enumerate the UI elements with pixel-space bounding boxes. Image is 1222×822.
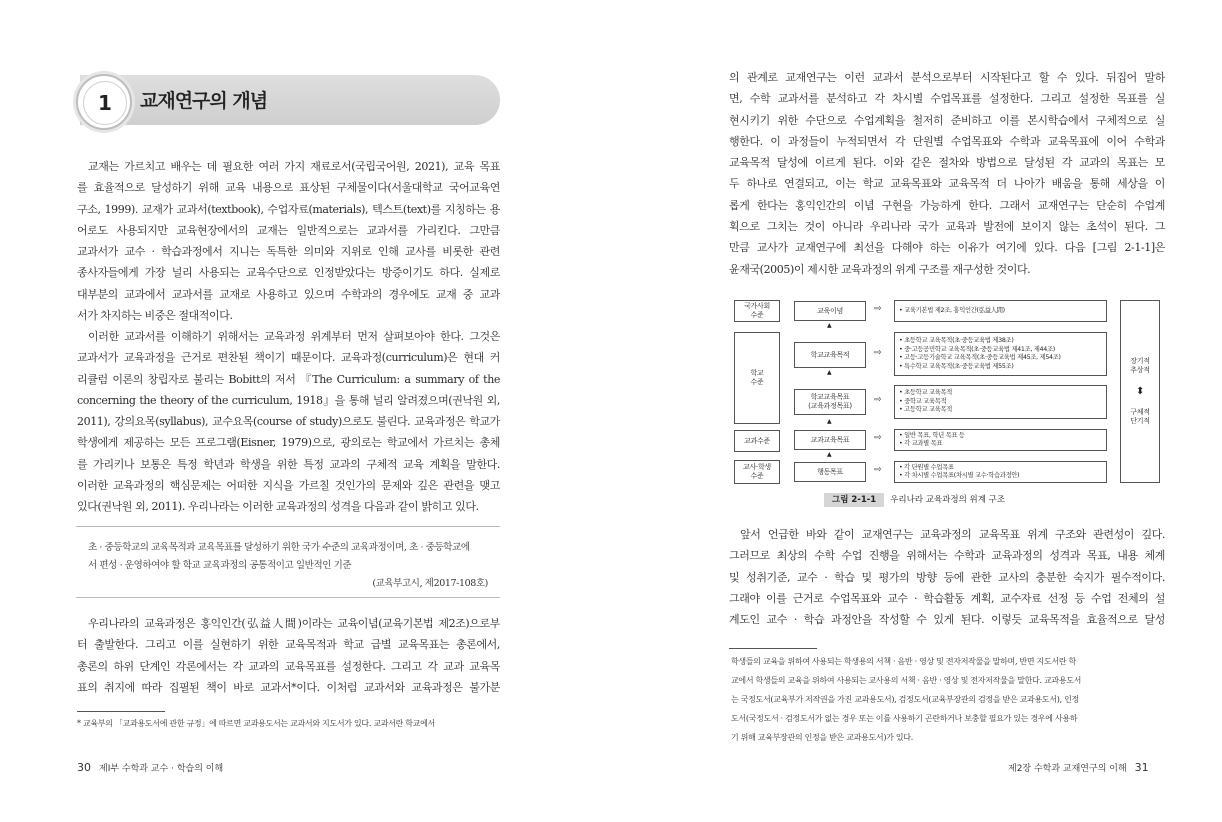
text-line: 그러므로 최상의 수학 수업 진행을 위해서는 수학과 교육과정의 성격과 목표, 내용 체계 bbox=[729, 549, 1165, 563]
up-arrow-icon: ▲ bbox=[827, 418, 832, 425]
up-arrow-icon: ▲ bbox=[827, 322, 832, 329]
section-title: 교재연구의 개념 bbox=[140, 90, 268, 112]
right-footnote bbox=[731, 652, 1165, 747]
quote-line-2: 서 편성 · 운영하여야 할 학교 교육과정의 공통적이고 일반적인 기준 bbox=[88, 560, 352, 571]
diagram-list-item: • 초등학교 교육목적(초·중등교육법 제38조) bbox=[899, 337, 1014, 344]
right-page bbox=[611, 0, 1222, 822]
text-line: 현시키기 위한 수단으로 수업계획을 철저히 준비하고 이를 본시학습에서 구체적으로 실 bbox=[729, 113, 1165, 127]
right-paragraph-1 bbox=[729, 67, 1165, 280]
text-line: 교재는 가르치고 배우는 데 필요한 여러 가지 재료로서(국립국어원, 2021), 교육 목표 bbox=[88, 160, 500, 173]
right-folio bbox=[1008, 761, 1149, 774]
diagram-list-item: • 일반 목표, 학년 목표 등 bbox=[899, 431, 965, 439]
footnote-line: 도서(국정도서 · 검정도서가 없는 경우 또는 이를 사용하기 곤란하거나 보충할 필요가 있는 경우에 사용하 bbox=[731, 714, 1078, 723]
right-arrow-icon: ⇨ bbox=[874, 395, 882, 405]
box-subject-goal: 교과교육목표 bbox=[794, 430, 866, 450]
text-line: 획으로 그치는 것이 아니라 우리나라 국가 교육과 발전에 보이지 않는 초석이 된다. 그 bbox=[729, 220, 1165, 234]
up-arrow-icon: ▲ bbox=[827, 369, 832, 376]
text-line: 윤재국(2005)이 제시한 교육과정의 위계 구조를 재구성한 것이다. bbox=[729, 262, 1031, 276]
left-paragraph-2 bbox=[77, 326, 500, 518]
left-footnote: * 교육부의 「교과용도서에 관한 규정」에 따르면 교과용도서는 교과서와 지도서가 있다. 교과서란 학교에서 bbox=[77, 719, 435, 728]
text-line: 를 효율적으로 달성하기 위해 교육 내용으로 표상된 구체물이다(서울대학교 국어교육연 bbox=[77, 181, 500, 195]
text-line: 교과서가 교수 · 학습과정에서 지니는 독특한 의미와 지위로 인해 교사를 비롯한 관련 bbox=[77, 245, 500, 259]
level-school: 학교 수준 bbox=[734, 332, 780, 424]
list-subject-goal bbox=[894, 429, 1107, 451]
list-school-goal bbox=[894, 385, 1107, 419]
up-arrow-icon: ▲ bbox=[827, 451, 832, 458]
right-arrow-icon: ⇨ bbox=[874, 465, 882, 475]
right-paragraph-2 bbox=[729, 524, 1165, 630]
diagram-list-item: • 각 단원별 수업목표 bbox=[899, 463, 954, 471]
abstract-concrete-scale bbox=[1120, 300, 1160, 483]
text-line: 학생에게 제공하는 모든 프로그램(Eisner, 1979)으로, 광의로는 학교에서 가르치는 총체 bbox=[77, 436, 500, 450]
right-arrow-icon: ⇨ bbox=[874, 348, 882, 358]
box-education-ideology: 교육이념 bbox=[794, 301, 866, 321]
text-line: 표의 취지에 따라 집필된 책이 바로 교과서*이다. 이처럼 교과서와 교육과정은 불가분 bbox=[77, 680, 500, 694]
text-line: 만큼 교사가 교재연구에 최선을 다해야 하는 이유가 여기에 있다. 다음 [그림 2-1-1]은 bbox=[729, 241, 1165, 255]
quote-line-1: 초 · 중등학교의 교육목적과 교육목표를 달성하기 위한 국가 수준의 교육과정이며, 초 · 중등학교에 bbox=[88, 542, 470, 553]
box-behavior-goal: 행동목표 bbox=[794, 462, 866, 482]
text-line: 어로도 사용되지만 교육현장에서의 교재는 일반적으로는 교과서를 가리킨다. 그만큼 bbox=[77, 223, 500, 237]
left-running-title: 제Ⅰ부 수학과 교수 · 학습의 이해 bbox=[99, 764, 224, 774]
list-behavior-goal bbox=[894, 461, 1107, 483]
text-line: 행한다. 이 과정들이 누적되면서 각 단원별 수업목표와 수학과 교육목표에 이어 수학과 bbox=[729, 134, 1165, 148]
text-line: concerning the theory of the curriculum, 1918』을 통해 널리 알려졌으며(권낙원 외, bbox=[77, 393, 500, 407]
list-school-purpose bbox=[894, 332, 1107, 376]
figure-caption bbox=[824, 493, 1005, 505]
diagram-list-item: • 고등학교 교육목적 bbox=[899, 406, 953, 414]
section-number-badge bbox=[76, 74, 132, 130]
text-line: 우리나라의 교육과정은 홍익인간(弘益人間)이라는 교육이념(교육기본법 제2조)으로부 bbox=[88, 617, 500, 630]
footnote-line: 교에서 학생들의 교육을 위하여 사용되는 교사용의 서책 · 음반 · 영상 및 전자저작물을 말한다. 교과용도서 bbox=[731, 676, 1082, 685]
right-running-title: 제2장 수학과 교재연구의 이해 bbox=[1008, 764, 1127, 774]
curriculum-hierarchy-diagram bbox=[734, 297, 1174, 507]
level-teacher-student: 교사·학생 수준 bbox=[734, 460, 780, 484]
curriculum-definition-box bbox=[76, 526, 500, 598]
quote-source: (교육부고시, 제2017-108호) bbox=[372, 578, 488, 589]
left-paragraph-1 bbox=[77, 156, 500, 326]
text-line: 2011), 강의요목(syllabus), 교수요목(course of study)으로도 불린다. 교육과정은 학교가 bbox=[77, 415, 500, 429]
text-line: 이러한 교과서를 이해하기 위해서는 교육과정 위계부터 먼저 살펴보아야 한다. 그것은 bbox=[88, 330, 500, 343]
figure-title: 우리나라 교육과정의 위계 구조 bbox=[890, 495, 1006, 505]
text-line: 의 관계로 교재연구는 이런 교과서 분석으로부터 시작된다고 할 수 있다. 뒤집어 말하 bbox=[729, 71, 1165, 84]
footnote-line: 학생들의 교육을 위하여 사용되는 학생용의 서책 · 음반 · 영상 및 전자저작물을 말하며, 반면 지도서란 학 bbox=[731, 657, 1076, 666]
text-line: 앞서 언급한 바와 같이 교재연구는 교육과정의 교육목표 위계 구조와 관련성이 깊다. bbox=[740, 528, 1165, 541]
left-folio bbox=[77, 761, 223, 774]
double-arrow-icon: ⬍ bbox=[1135, 386, 1145, 397]
right-arrow-icon: ⇨ bbox=[874, 433, 882, 443]
text-line: 대부분의 교과에서 교과서를 교재로 사용하고 있으며 수학과의 경우에도 교재 중 교과 bbox=[77, 287, 500, 301]
side-top-label: 장기적 추상적 bbox=[1130, 357, 1150, 374]
figure-number: 그림 2-1-1 bbox=[824, 493, 884, 507]
text-line: 두 하나로 연결되고, 이는 학교 교육목표와 교육목적 더 나아가 배움을 통해 세상을 이 bbox=[729, 177, 1165, 191]
text-line: 계도인 교수 · 학습 과정안을 작성할 수 있게 된다. 이렇듯 교육목적을 효율적으로 달성 bbox=[729, 613, 1165, 627]
left-paragraph-3 bbox=[77, 613, 500, 698]
level-national: 국가사회 수준 bbox=[734, 300, 780, 322]
page-number-right: 31 bbox=[1134, 761, 1149, 774]
footnote-rule-left bbox=[77, 711, 165, 712]
list-ideology bbox=[894, 300, 1107, 322]
diagram-list-item: • 고등·고등기술학교 교육목적(초·중등교육법 제45조, 제54조) bbox=[899, 354, 1061, 361]
level-subject: 교과수준 bbox=[734, 430, 780, 452]
text-line: 있다(권낙원 외, 2011). 우리나라는 이러한 교육과정의 성격을 다음과 같이 밝히고 있다. bbox=[77, 500, 479, 514]
footnote-rule-right bbox=[729, 648, 817, 649]
text-line: 면, 수학 교과서를 분석하고 각 차시별 수업목표를 설정한다. 그리고 설정한 목표를 실 bbox=[729, 92, 1165, 106]
text-line: 롭게 한다는 홍익인간의 이념 구현을 가능하게 한다. 그래서 교재연구는 단순히 수업계 bbox=[729, 198, 1165, 212]
diagram-list-item: • 각 교과별 목표 bbox=[899, 440, 943, 447]
footnote-line: 기 위해 교육부장관의 인정을 받은 교과용도서)가 있다. bbox=[731, 733, 913, 742]
text-line: 리큘럼 이론의 창립자로 불리는 Bobitt의 저서 『The Curriculum: a summary of the bbox=[77, 372, 500, 386]
box-school-purpose: 학교교육목적 bbox=[794, 342, 866, 368]
diagram-list-item: • 각 차시별 수업목표(차시별 교수·학습과정안) bbox=[899, 472, 1020, 479]
diagram-list-item: • 교육기본법 제2조, 홍익인간(弘益人間) bbox=[899, 306, 1005, 314]
diagram-list-item: • 중·고등공민학교 교육목적(초·중등교육법 제41조, 제44조) bbox=[899, 345, 1055, 353]
text-line: 구소, 1999). 교재가 교과서(textbook), 수업자료(materials), 텍스트(text)를 지칭하는 용 bbox=[77, 202, 500, 216]
side-bottom-label: 구체적 단기적 bbox=[1130, 408, 1150, 425]
text-line: 총론의 하위 단계인 각론에서는 각 교과의 교육목표를 설정한다. 그리고 각 교과 교육목 bbox=[77, 659, 500, 673]
diagram-list-item: • 특수학교 교육목적(초·중등교육법 제55조) bbox=[899, 362, 1014, 370]
footnote-line: 는 국정도서(교육부가 저작권을 가진 교과용도서), 검정도서(교육부장관의 검정을 받은 교과용도서), 인정 bbox=[731, 695, 1079, 704]
text-line: 이러한 교육과정의 핵심문제는 어떠한 지식을 가르칠 것인가의 문제와 깊은 관련을 맺고 bbox=[77, 479, 500, 493]
text-line: 그래야 이를 근거로 수업목표와 교수 · 학습활동 계획, 교수자료 선정 등 수업 전체의 설 bbox=[729, 591, 1165, 605]
right-arrow-icon: ⇨ bbox=[874, 304, 882, 314]
text-line: 교육목적 달성에 이르게 된다. 이와 같은 절차와 방법으로 달성된 각 교과의 목표는 모 bbox=[729, 156, 1165, 170]
text-line: 및 성취기준, 교수 · 학습 및 평가의 방향 등에 관한 교사의 충분한 숙지가 필수적이다. bbox=[729, 570, 1165, 584]
diagram-list-item: • 중학교 교육목적 bbox=[899, 397, 947, 405]
text-line: 서가 차지하는 비중은 절대적이다. bbox=[77, 309, 233, 323]
diagram-list-item: • 초등학교 교육목적 bbox=[899, 389, 953, 397]
text-line: 종사자들에게 가장 널리 사용되는 교육수단으로 인정받았다는 방증이기도 하다. 실제로 bbox=[77, 266, 500, 280]
text-line: 교과서가 교육과정을 근거로 편찬된 책이기 때문이다. 교육과정(curriculum)은 현대 커 bbox=[77, 351, 500, 365]
text-line: 터 출발한다. 그리고 이를 실현하기 위한 교육목적과 학교 급별 교육목표는 총론에서, bbox=[77, 638, 500, 652]
page-number-left: 30 bbox=[77, 761, 91, 774]
text-line: 를 가리키나 보통은 특정 학년과 학생을 위한 특정 교과의 구체적 교육 계획을 말한다. bbox=[77, 457, 500, 471]
section-number: 1 bbox=[83, 81, 127, 125]
box-school-goal: 학교교육목표 (교육과정목표) bbox=[794, 389, 866, 415]
